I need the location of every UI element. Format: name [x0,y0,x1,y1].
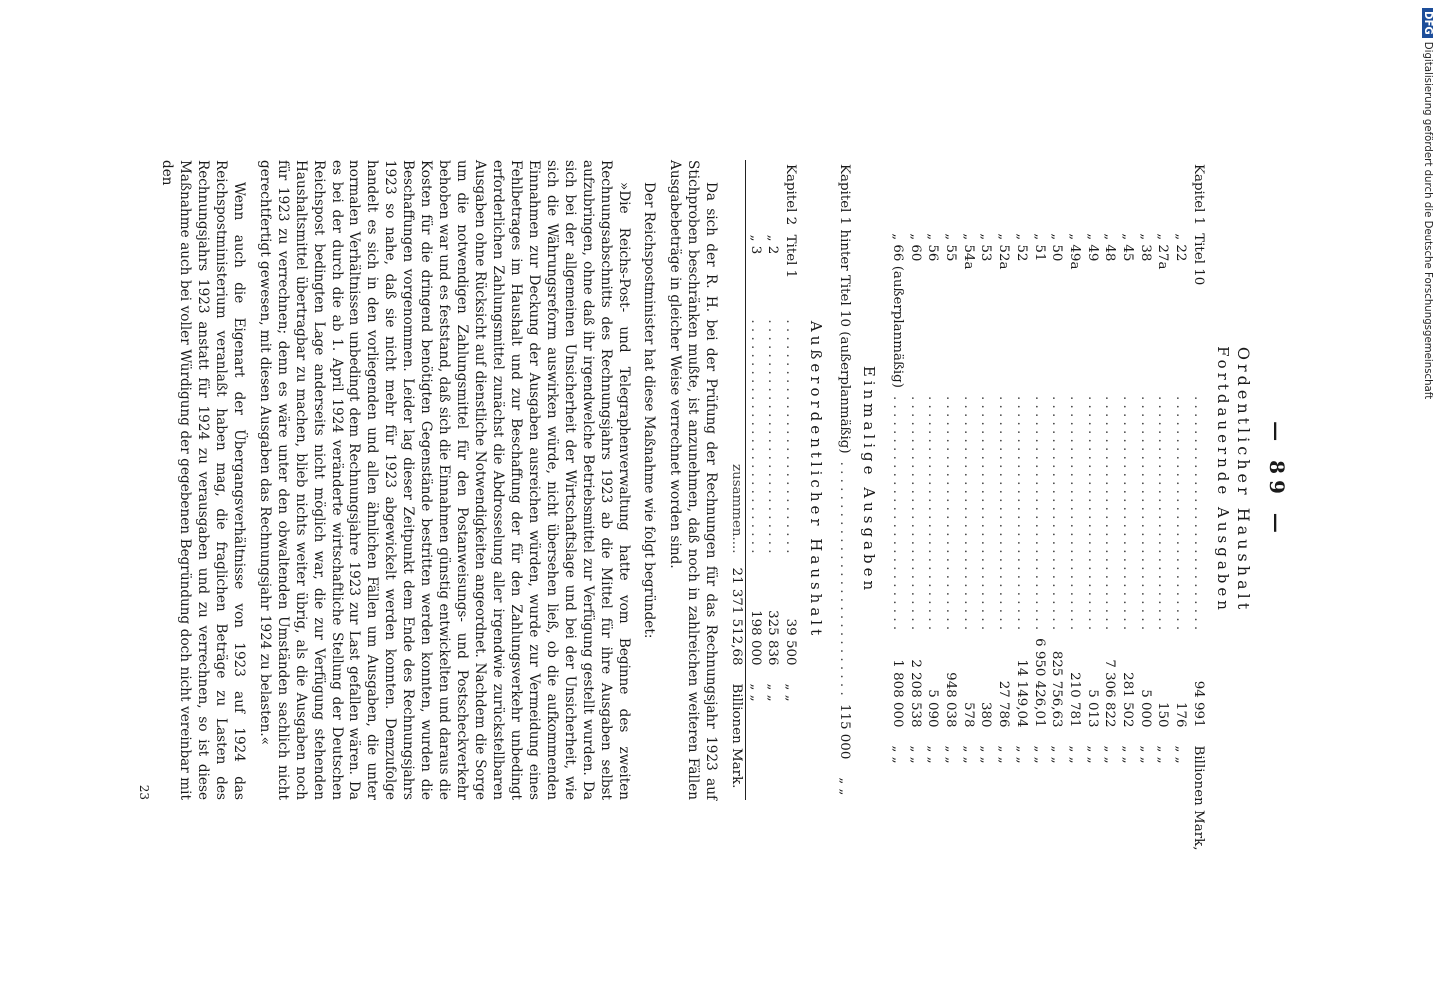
titel-cell: „ 52 [1013,233,1029,262]
amount-cell: 1 808 000 [890,659,906,728]
paragraph-begruendung-intro: Der Reichspostminister hat diese Maßnahme wie folgt begründet: [641,182,658,639]
leader-dots: . . . . . . . . . . . . . . . . . . . . . . . . . . . . [1066,395,1082,631]
unit-cell: „ „ [1066,745,1082,764]
unit-cell: Billionen Mark, [1190,745,1206,851]
kapitel-cell [941,160,959,229]
paragraph-stichproben: Da sich der R. H. bei der Prüfung der Rechnungen für das Rechnungsjahr 1923 auf Stichproben beschränken mußte, ist anzunehmen, daß noch in zahlreichen weiteren Fällen Ausgabebeträge in gleicher Weise verrechnet worden sind. [667,160,720,800]
titel-cell: „ 52a [996,233,1012,270]
titel-cell: „ 53 [978,233,994,262]
titel-cell: Titel 1 [783,234,799,279]
titel-cell: „ 50 [1049,233,1065,262]
table-row [924,160,942,854]
leader-dots: . . . . . . . . . . . . . . . . . . . . . . . . . . . . [1084,395,1100,631]
leader-dots: . . . . . . . . . . . . . . . . . . . . . . . . . . . . [907,395,923,631]
kapitel-cell [1030,160,1048,229]
table-row [994,160,1012,854]
leader-dots: . . . . . . . . . . . . . . . . . . . . . . . . . . . . [783,319,799,554]
unit-cell: „ „ [747,683,763,702]
table-row [1012,160,1030,854]
unit-cell: „ „ [1102,745,1118,764]
leader-dots: . . . . . . . . . . . . . . . . . . . . . . . . . . . . [1137,395,1153,631]
unit-cell: „ „ [1173,745,1189,764]
dfg-funding-note: Digitalisierung gefördert durch die Deutsche Forschungsgemeinschaft [1422,41,1433,400]
unit-cell: „ „ [925,745,941,764]
table-row [1083,160,1101,854]
total-amount: 21 371 512,68 [727,558,745,670]
signature-mark: 23 [137,784,152,800]
kapitel-cell [1083,160,1101,229]
leader-dots: . . . . . . . . . . . . . . . . . . . . . . . . . . . . [1155,395,1171,631]
amount-cell: 825 756,63 [1049,650,1065,728]
titel-cell: „ 2 [765,234,781,255]
heading-ausserordentlicher-haushalt: Außerordentlicher Haushalt [806,320,825,640]
table-row [1065,160,1083,854]
unit-cell: „ „ [1013,745,1029,764]
paragraph-begruendung-zitat: »Die Reichs-Post- und Telegraphenverwaltung hatte vom Beginne des zweiten Rechnungsabschnitts des Rechnungsjahrs 1923 ab die Mittel für ihre Ausgaben selbst aufzubringen, ohne daß ihr irgendwelche Betriebsmittel zur Verfügung gestellt wurden. Da sich bei der allgemeinen Unsicherheit der Wirtschaftslage und bei der Unsicherheit, wie sich die Währungsreform auswirken würde, nicht übersehen ließ, ob die aufkommenden Einnahmen zur Deckung der Ausgaben ausreichen würden, wurde zur Vermeidung eines Fehlbetrages im Haushalt und zur Beschaffung der für den Zahlungsverkehr unbedingt erforderlichen Zahlungsmittel zunächst die Abdrosselung aller irgendwie zurückstellbaren Ausgaben ohne Rücksicht auf dienstliche Notwendigkeiten angeordnet. Nachdem die Sorge um die notwendigen Zahlungsmittel für den Postanweisungs- und Postscheckverkehr behoben war und es feststand, daß sich die Einnahmen günstig entwickelten und daraus die Kosten für die dringend benötigten Gegenstände bestritten werden konnten, wurden die Beschaffungen vorgenommen. Leider lag dieser Zeitpunkt dem Ende des Rechnungsjahrs 1923 so nahe, daß sie nicht mehr für 1923 abgewickelt werden konnten. Demzufolge handelt es sich in den vorliegenden und allen ähnlichen Fällen um Ausgaben, die unter normalen Verhältnissen unbedingt dem Rechnungsjahre 1923 zur Last gefallen wären. Da es bei der durch die ab 1. April 1924 veränderte wirtschaftliche Stellung der Deutschen Reichspost bedingten Lage anderseits nicht möglich war, die zur Verfügung stehenden Haushaltsmittel übertragbar zu machen, blieb nichts weiter übrig, als die Ausgaben noch für 1923 zu verrechnen; denn es wäre unter den obwaltenden Umständen sachlich nicht gerechtfertigt gewesen, mit diesen Ausgaben das Rechnungsjahr 1924 zu belasten.« [256,160,632,800]
table-row [1189,160,1207,854]
dfg-funding-sidebar [1418,8,1434,398]
amount-cell: 150 [1155,701,1171,728]
titel-cell: „ 60 [907,233,923,262]
unit-cell: „ „ [943,745,959,764]
titel-cell: „ 54a [960,233,976,270]
heading-einmalige-ausgaben: Einmalige Ausgaben [860,365,879,595]
kapitel-cell [1048,160,1066,229]
kapitel-cell [977,160,995,229]
einmalige-ausgaben-table [835,160,853,800]
titel-cell: „ 49 [1084,233,1100,262]
unit-cell: „ „ [960,745,976,764]
kapitel-cell [1171,160,1189,229]
kapitel-cell: Kapitel 2 [783,164,799,226]
unit-cell: „ „ [978,745,994,764]
unit-cell: „ „ [1119,745,1135,764]
leader-dots: . . . . . . . . . . . . . . . . . . . . . . . . . . . . [747,319,763,554]
ausserordentliche-ausgaben-table [727,160,799,800]
table-row [745,160,763,800]
table-row [1118,160,1136,854]
amount-cell: 5 090 [925,689,941,728]
unit-cell: „ „ [890,745,906,764]
titel-cell: „ 51 [1031,233,1047,262]
kapitel-cell [764,160,782,231]
amount-cell: 380 [978,701,994,728]
kapitel-cell [994,160,1012,229]
unit-cell: „ „ [765,683,781,702]
amount-cell: 94 991 [1190,680,1206,728]
amount-cell: 14 149,04 [1013,659,1029,728]
leader-dots: . . . . . . . . . . . . . . . . . . . . . . . . . . . . [996,395,1012,631]
leader-dots: . . . . . . . . . . . . . . . . . . . . . . . . . . . . [1031,395,1047,631]
unit-cell: „ „ [1031,745,1047,764]
heading-ordentlicher-haushalt: Ordentlicher Haushalt [1233,346,1253,614]
table-row [941,160,959,854]
amount-cell: 2 208 538 [907,659,923,728]
table-row [1030,160,1048,854]
table-row [1048,160,1066,854]
kapitel-cell [1136,160,1154,229]
table-row [781,160,799,800]
titel-cell: „ 3 [747,234,763,255]
titel-cell: „ 27a [1155,233,1171,270]
leader-dots: . . . . . . . . . . . . . . . . . . . . . . . . . . . . [1119,395,1135,631]
amount-cell: 27 786 [996,680,1012,728]
amount-cell: 7 306 822 [1102,659,1118,728]
amount-cell: 39 500 [783,618,799,666]
amount-cell: 6 950 426,01 [1031,638,1047,728]
kapitel-cell: Kapitel 1 [1190,164,1206,226]
unit-cell: „ „ [1049,745,1065,764]
kapitel-cell [1154,160,1172,229]
amount-cell: 5 000 [1137,689,1153,728]
total-row [727,160,745,800]
rotated-document-page [137,160,1290,851]
leader-dots: . . . . . . . . . . . . . . . . . . . . . . . . . . . . [1013,395,1029,631]
page-number: — 89 — [1265,421,1289,539]
paragraph-wuerdigung: Wenn auch die Eigenart der Übergangsverhältnisse von 1923 auf 1924 das Reichspostministerium veranlaßt haben mag, die fraglichen Beträge zu Lasten des Rechnungsjahrs 1923 anstatt für 1924 zu verausgaben und zu verrechnen, so ist diese Maßnahme auch bei voller Würdigung der gegebenen Begründung doch nicht vereinbar mit den [159,160,247,800]
unit-cell: „ „ [1155,745,1171,764]
fortdauernde-ausgaben-table [888,160,1206,854]
amount-cell: 5 013 [1084,689,1100,728]
leader-dots: . . . . . . . . . . . . . . . . . . . . . . . . . . . . [960,395,976,631]
einmalig-unit: „ „ [836,777,852,796]
table-row [888,160,906,854]
amount-cell: 176 [1173,701,1189,728]
titel-cell: „ 45 [1119,233,1135,262]
table-row [1101,160,1119,854]
titel-cell: „ 38 [1137,233,1153,262]
leader-dots: . . . . . . . . . . . . . . . . . . . . . . . . . . . . [978,395,994,631]
leader-dots: . . . . . . . . . . . . . . . . . . . . . . . . . . . . [1173,395,1189,631]
amount-cell: 281 502 [1119,672,1135,728]
amount-cell: 948 038 [943,672,959,728]
kapitel-cell [888,160,906,229]
titel-cell: „ 48 [1102,233,1118,262]
leader-dots: . . . . . . . . . . . . . . . . . . . . . . . . . . . . [943,395,959,631]
titel-cell: „ 66 (außerplanmäßig) [890,233,906,388]
kapitel-cell [959,160,977,229]
unit-cell: „ „ [783,683,799,702]
unit-cell: „ „ [1137,745,1153,764]
kapitel-cell [906,160,924,229]
titel-cell: „ 49a [1066,233,1082,270]
leader-dots: . . . . . . . . . . . . . . . . . . . . . . . . . . . . [836,461,852,696]
amount-cell: 198 000 [747,610,763,666]
kapitel-cell [1012,160,1030,229]
titel-cell: „ 56 [925,233,941,262]
leader-dots: . . . . . . . . . . . . . . . . . . . . . . . . . . . . [765,319,781,554]
table-row [959,160,977,854]
unit-cell: „ „ [996,745,1012,764]
table-row [1154,160,1172,854]
leader-dots: . . . . . . . . . . . . . . . . . . . . . . . . . . . . [890,395,906,631]
unit-cell: „ „ [907,745,923,764]
amount-cell: 210 781 [1066,672,1082,728]
kapitel-cell [1101,160,1119,229]
kapitel-cell [745,160,763,231]
dfg-logo: DFG [1422,8,1433,38]
unit-cell: „ „ [1084,745,1100,764]
total-label: zusammen.... [727,315,745,557]
table-row [764,160,782,800]
kapitel-cell [1065,160,1083,229]
amount-cell: 325 836 [765,610,781,666]
einmalig-amount: 115 000 [836,703,852,760]
leader-dots: . . . . . . . . . . . . . . . . . . . . . . . . . . . . [1190,395,1206,631]
heading-fortdauernde-ausgaben: Fortdauernde Ausgaben [1214,346,1233,614]
kapitel-cell [924,160,942,229]
table-row [906,160,924,854]
table-row [835,160,853,800]
titel-cell: „ 22 [1173,233,1189,262]
table-row [977,160,995,854]
leader-dots: . . . . . . . . . . . . . . . . . . . . . . . . . . . . [1102,395,1118,631]
titel-cell: Titel 10 [1190,233,1206,286]
leader-dots: . . . . . . . . . . . . . . . . . . . . . . . . . . . . [925,395,941,631]
total-unit: Billionen Mark. [727,670,745,800]
table-row [1171,160,1189,854]
kapitel-cell [1118,160,1136,229]
titel-cell: „ 55 [943,233,959,262]
leader-dots: . . . . . . . . . . . . . . . . . . . . . . . . . . . . [1049,395,1065,631]
table-row [1136,160,1154,854]
einmalig-label: Kapitel 1 hinter Titel 10 (außerplanmäßig) [836,164,852,454]
amount-cell: 578 [960,701,976,728]
